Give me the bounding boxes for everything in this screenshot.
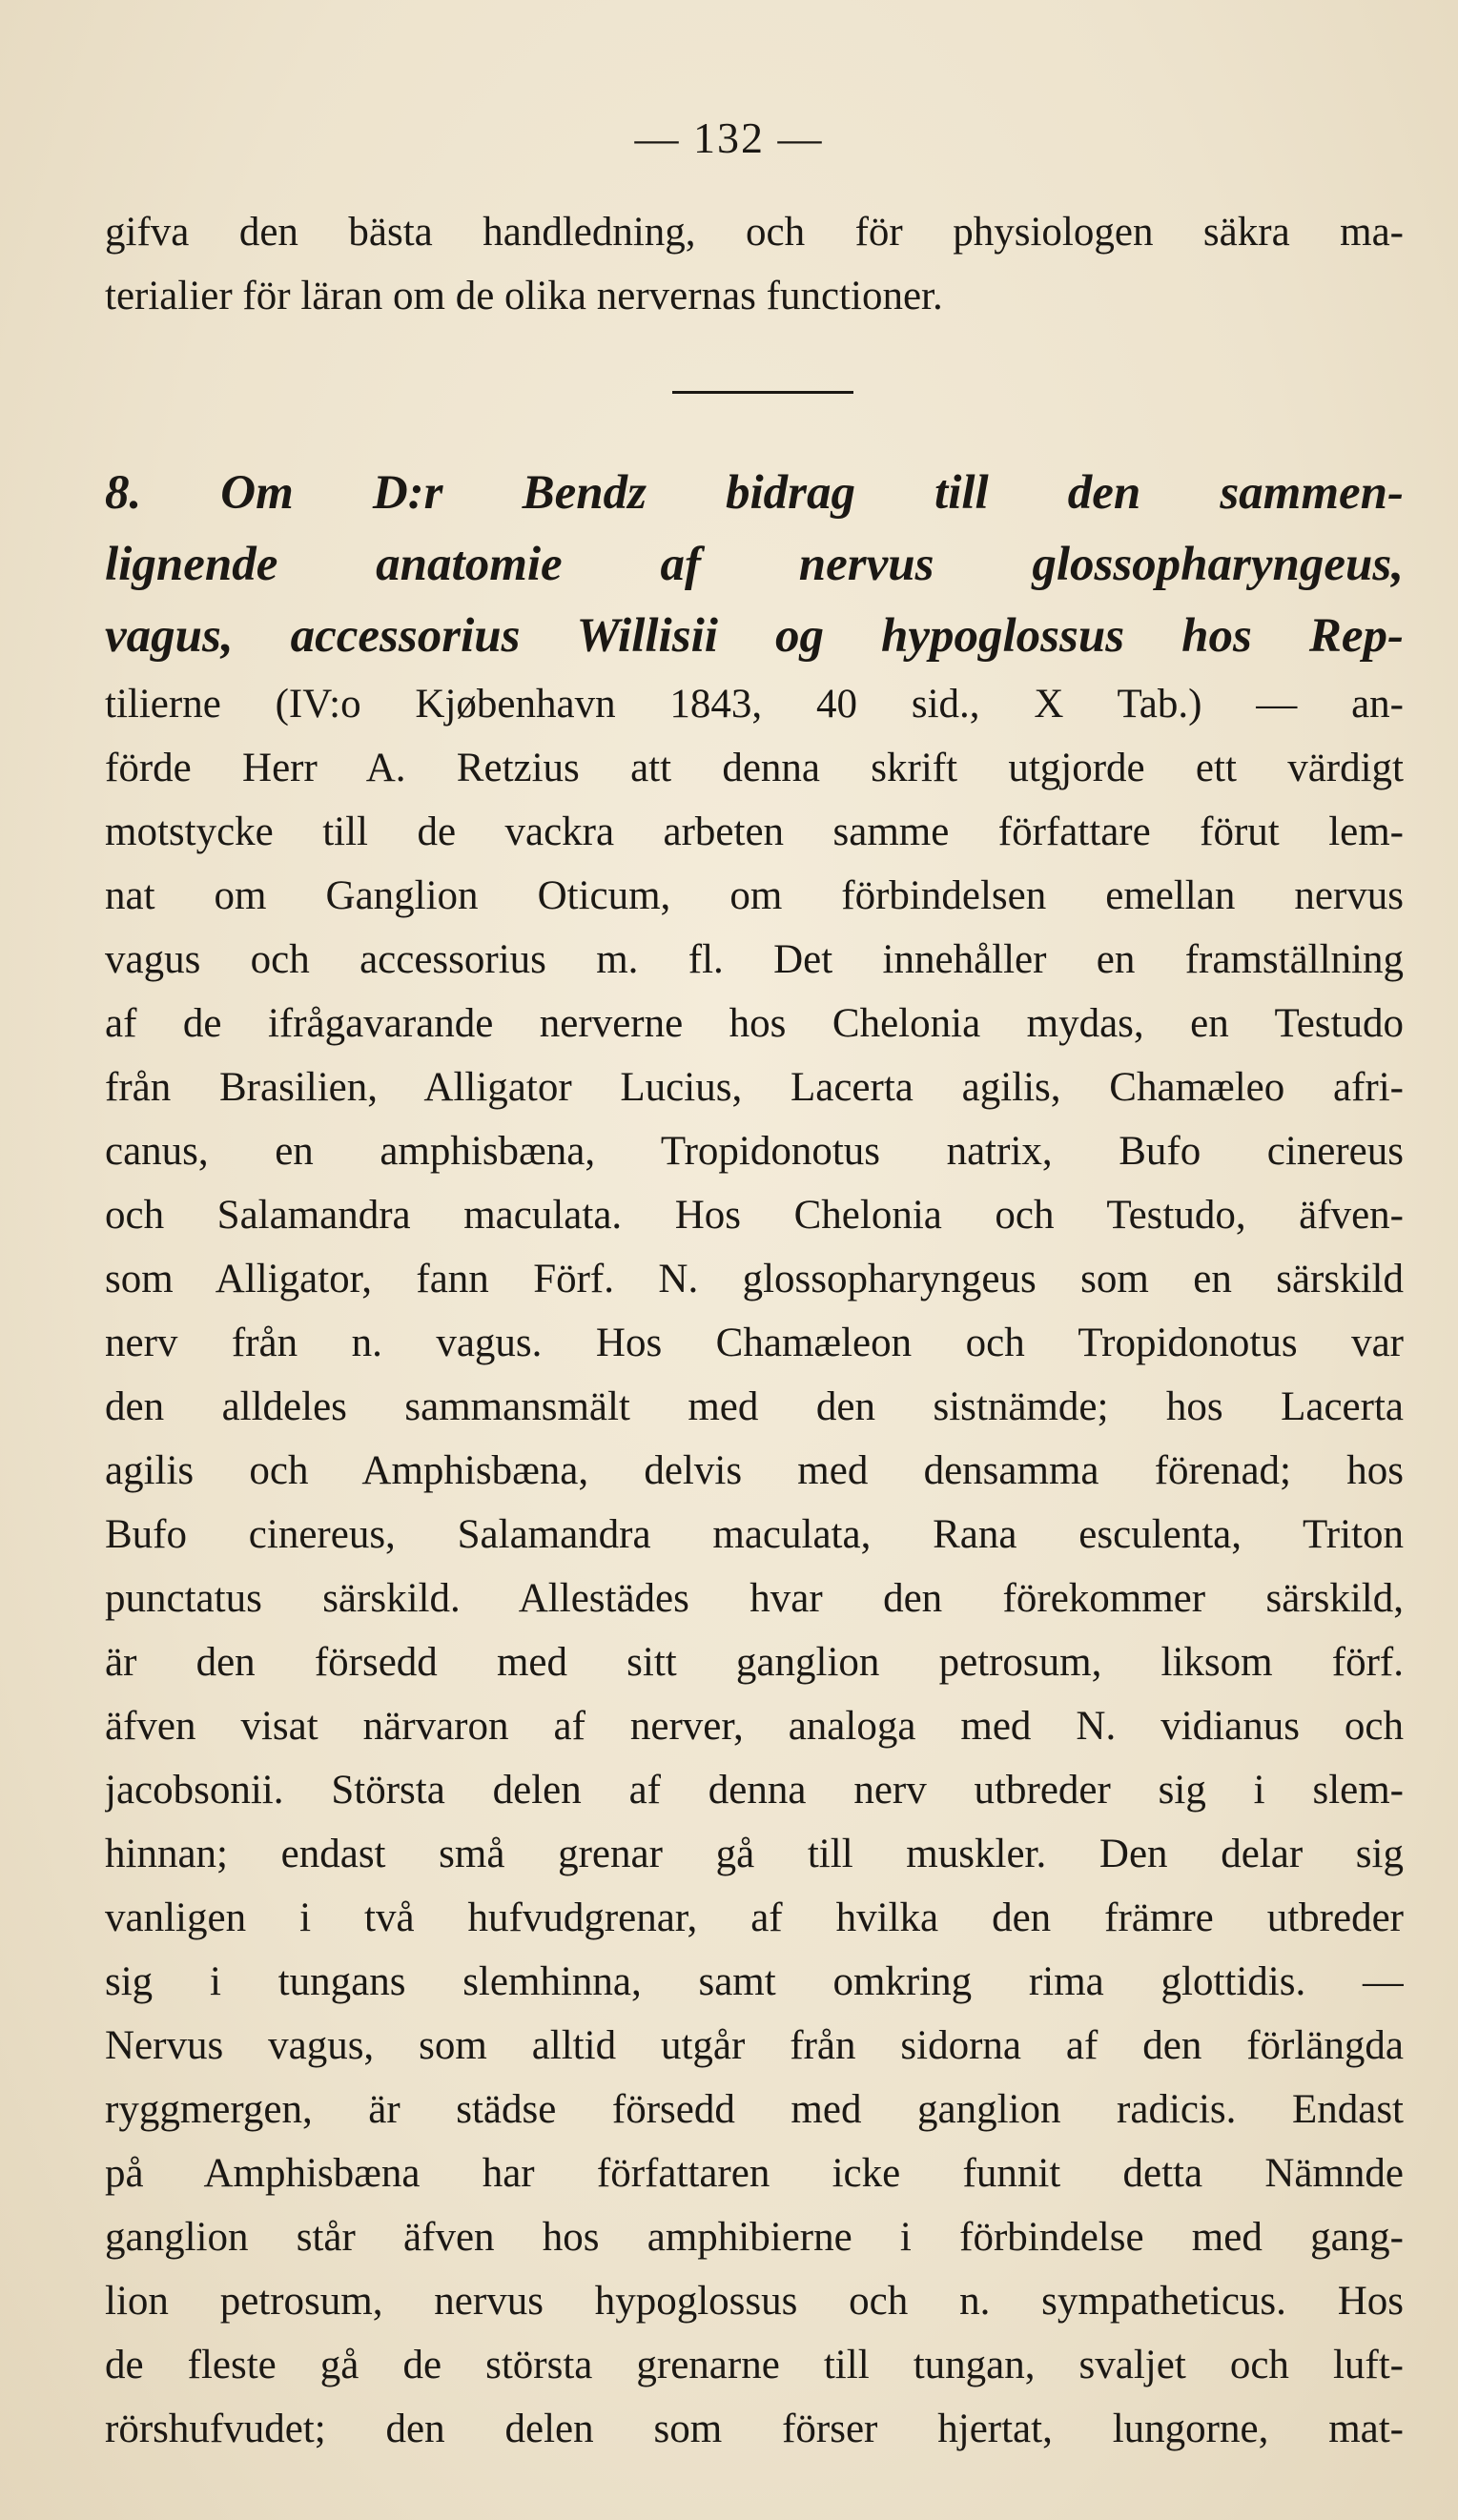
text-line: hinnan; endast små grenar gå till muskler. Den delar sig xyxy=(105,1832,1404,1876)
text-line: ganglion står äfven hos amphibierne i förbindelse med gang- xyxy=(105,2215,1404,2260)
text-line: den alldeles sammansmält med den sistnämde; hos Lacerta xyxy=(105,1384,1404,1429)
section-heading-line: 8. Om D:r Bendz bidrag till den sammen- xyxy=(105,466,1404,520)
section-heading-line: vagus, accessorius Willisii og hypoglossus hos Rep- xyxy=(105,609,1404,663)
text-line: Bufo cinereus, Salamandra maculata, Rana esculenta, Triton xyxy=(105,1512,1404,1557)
text-line: de fleste gå de största grenarne till tungan, svaljet och luft- xyxy=(105,2343,1404,2387)
text-line: på Amphisbæna har författaren icke funnit detta Nämnde xyxy=(105,2151,1404,2196)
section-8 xyxy=(105,458,1404,2461)
text-line: från Brasilien, Alligator Lucius, Lacerta agilis, Chamæleo afri- xyxy=(105,1065,1404,1110)
text-line: jacobsonii. Största delen af denna nerv utbreder sig i slem- xyxy=(105,1768,1404,1813)
text-line: nat om Ganglion Oticum, om förbindelsen emellan nervus xyxy=(105,873,1404,918)
text-line: vagus och accessorius m. fl. Det innehåller en framställning xyxy=(105,937,1404,982)
text-line: som Alligator, fann Förf. N. glossopharyngeus som en särskild xyxy=(105,1257,1404,1301)
text-line: vanligen i två hufvudgrenar, af hvilka den främre utbreder xyxy=(105,1895,1404,1940)
text-line: äfven visat närvaron af nerver, analoga med N. vidianus och xyxy=(105,1704,1404,1749)
section-divider xyxy=(672,391,853,394)
page-number: — 132 — xyxy=(634,113,824,162)
text-line: lion petrosum, nervus hypoglossus och n. sympatheticus. Hos xyxy=(105,2279,1404,2324)
text-line: af de ifrågavarande nerverne hos Chelonia mydas, en Testudo xyxy=(105,1001,1404,1046)
text-line: motstycke till de vackra arbeten samme författare förut lem- xyxy=(105,809,1404,854)
text-line: rörshufvudet; den delen som förser hjertat, lungorne, mat- xyxy=(105,2407,1404,2451)
top-paragraph xyxy=(105,200,1404,328)
text-line: sig i tungans slemhinna, samt omkring rima glottidis. — xyxy=(105,1959,1404,2004)
text-line: agilis och Amphisbæna, delvis med densamma förenad; hos xyxy=(105,1448,1404,1493)
text-line: canus, en amphisbæna, Tropidonotus natrix, Bufo cinereus xyxy=(105,1129,1404,1174)
text-line: terialier för läran om de olika nervernas functioner. xyxy=(105,274,943,318)
text-line: och Salamandra maculata. Hos Chelonia och Testudo, äfven- xyxy=(105,1193,1404,1238)
text-line: ryggmergen, är städse försedd med ganglion radicis. Endast xyxy=(105,2087,1404,2132)
text-line: nerv från n. vagus. Hos Chamæleon och Tropidonotus var xyxy=(105,1321,1404,1365)
text-line: tilierne (IV:o Kjøbenhavn 1843, 40 sid., X Tab.) — an- xyxy=(105,682,1404,727)
text-line: punctatus särskild. Allestädes hvar den förekommer särskild, xyxy=(105,1576,1404,1621)
text-line: förde Herr A. Retzius att denna skrift utgjorde ett värdigt xyxy=(105,746,1404,790)
text-line: gifva den bästa handledning, och för physiologen säkra ma- xyxy=(105,210,1404,255)
text-line: är den försedd med sitt ganglion petrosum, liksom förf. xyxy=(105,1640,1404,1685)
section-heading-line: lignende anatomie af nervus glossopharyngeus, xyxy=(105,538,1404,591)
text-line: Nervus vagus, som alltid utgår från sidorna af den förlängda xyxy=(105,2023,1404,2068)
